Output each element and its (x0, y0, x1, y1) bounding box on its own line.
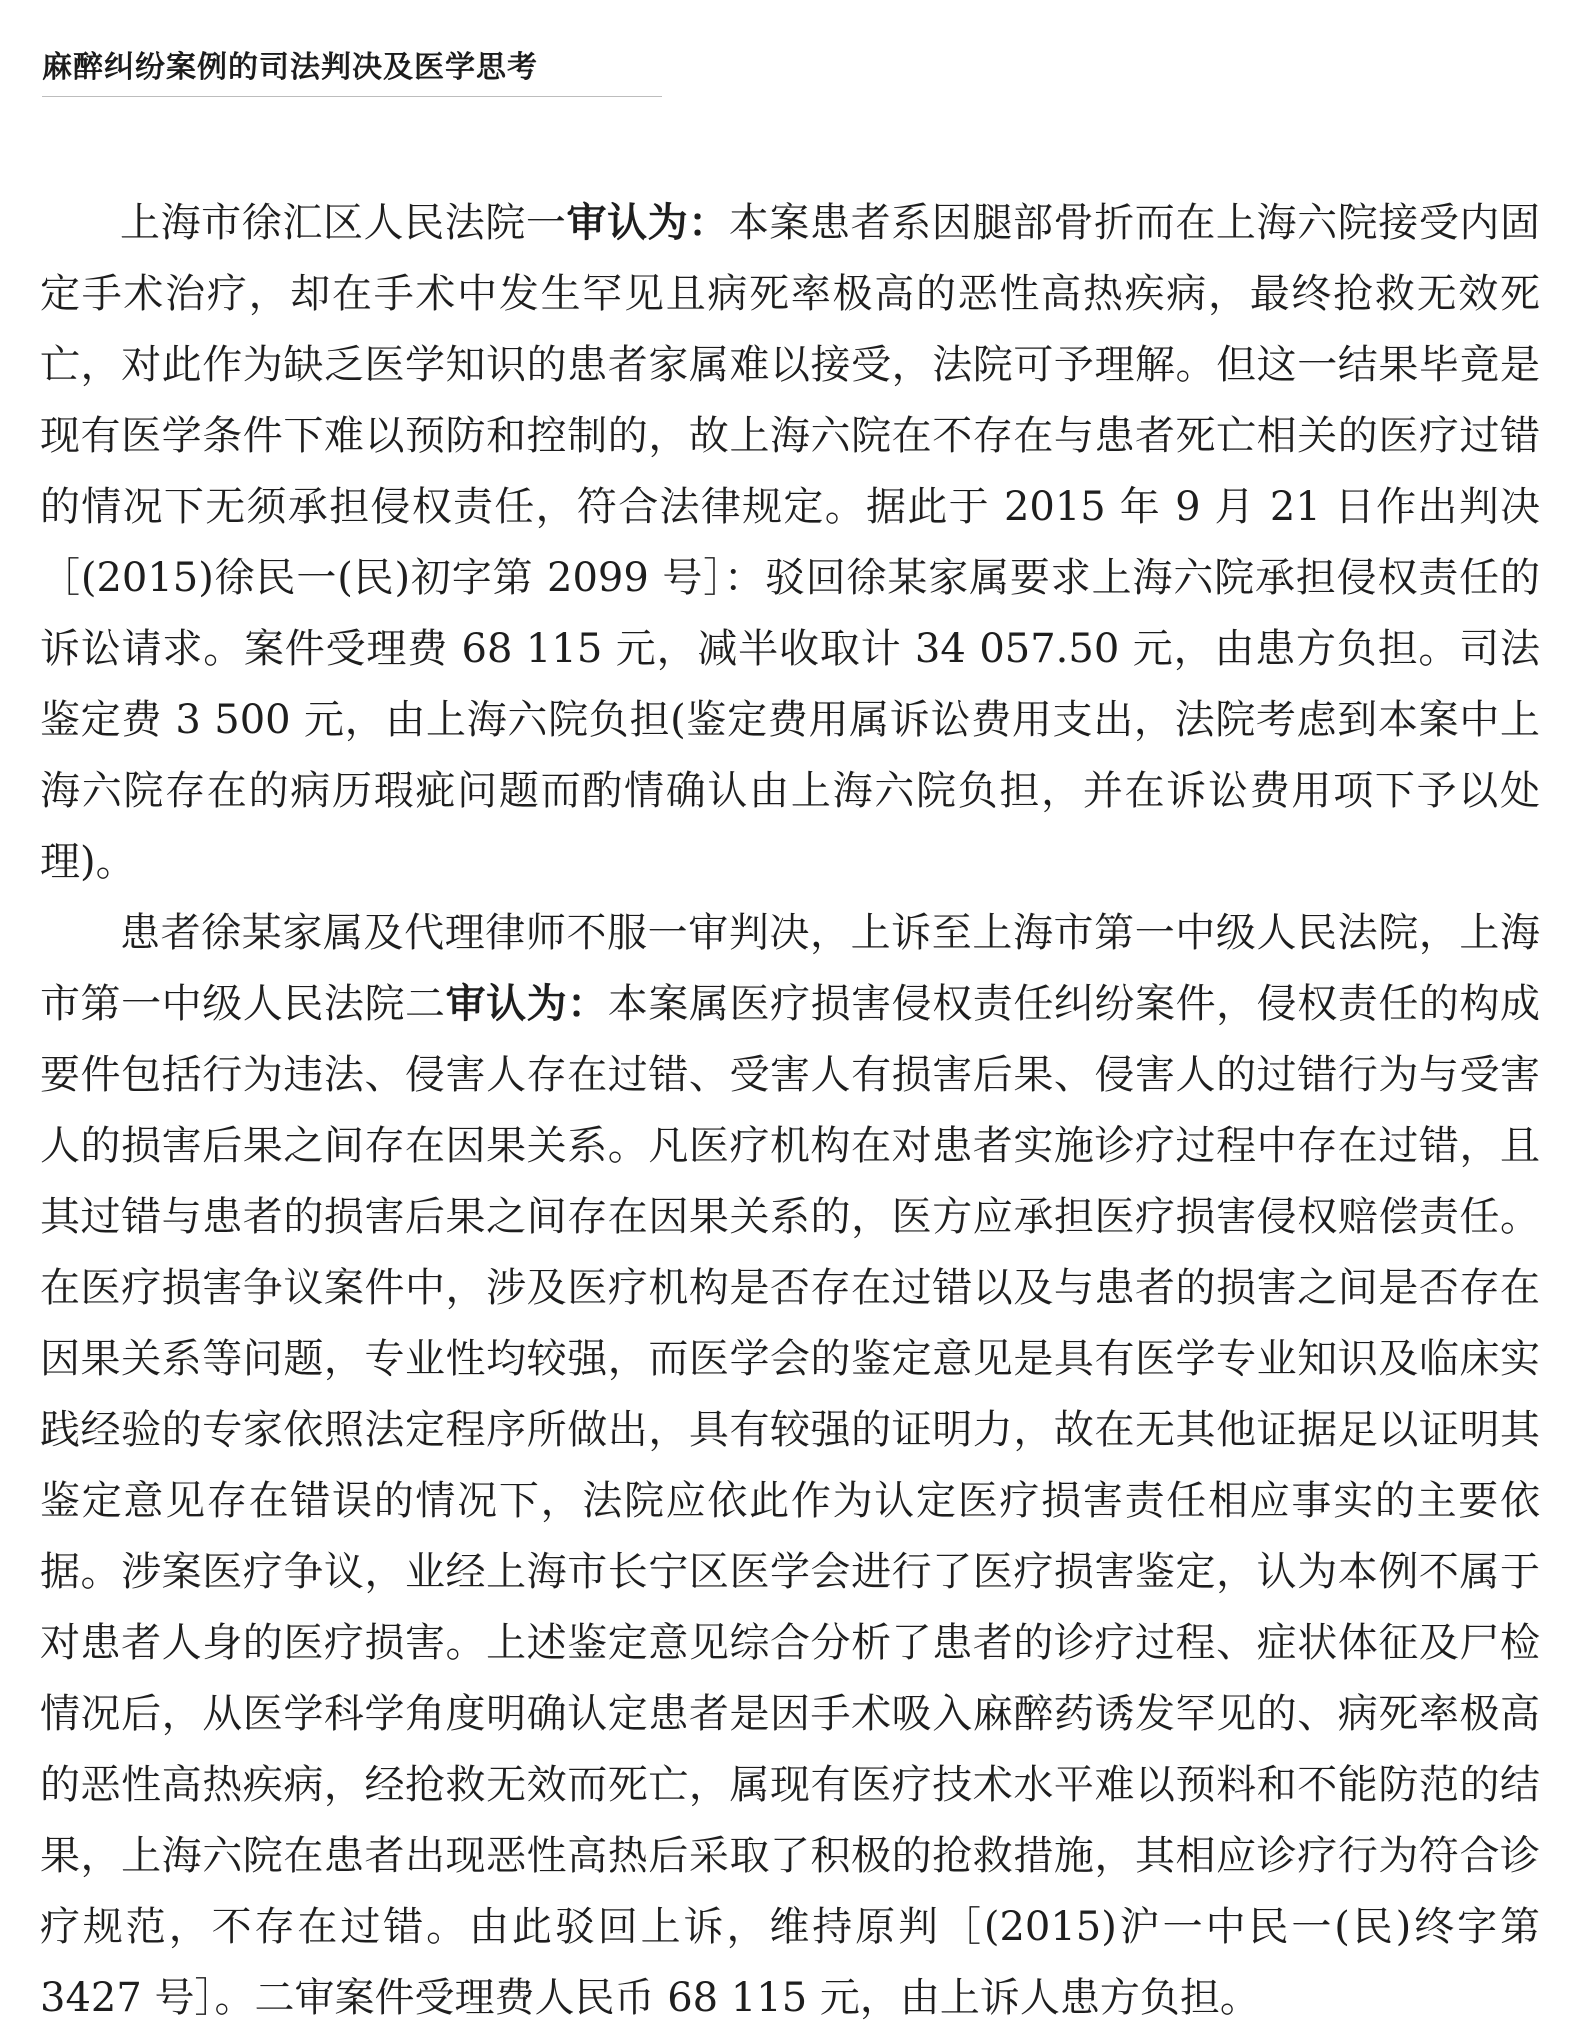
paragraph-emphasis: 审认为： (445, 981, 608, 1027)
paragraph-first-instance-judgment (40, 188, 1540, 898)
paragraph-body: 本案属医疗损害侵权责任纠纷案件，侵权责任的构成要件包括行为违法、侵害人存在过错、受害人有损害后果、侵害人的过错行为与受害人的损害后果之间存在因果关系。凡医疗机构在对患者实施诊疗过程中存在过错，且其过错与患者的损害后果之间存在因果关系的，医方应承担医疗损害侵权赔偿责任。在医疗损害争议案件中，涉及医疗机构是否存在过错以及与患者的损害之间是否存在因果关系等问题，专业性均较强，而医学会的鉴定意见是具有医学专业知识及临床实践经验的专家依照法定程序所做出，具有较强的证明力，故在无其他证据足以证明其鉴定意见存在错误的情况下，法院应依此作为认定医疗损害责任相应事实的主要依据。涉案医疗争议，业经上海市长宁区医学会进行了医疗损害鉴定，认为本例不属于对患者人身的医疗损害。上述鉴定意见综合分析了患者的诊疗过程、症状体征及尸检情况后，从医学科学角度明确认定患者是因手术吸入麻醉药诱发罕见的、病死率极高的恶性高热疾病，经抢救无效而死亡，属现有医疗技术水平难以预料和不能防范的结果，上海六院在患者出现恶性高热后采取了积极的抢救措施，其相应诊疗行为符合诊疗规范，不存在过错。由此驳回上诉，维持原判［(2015)沪一中民一(民)终字第 3427 号］。二审案件受理费人民币 68 115 元，由上诉人患方负担。 (40, 981, 1541, 2021)
body-text (40, 188, 1540, 2034)
paragraph-lead: 上海市徐汇区人民法院一 (120, 200, 567, 246)
paragraph-emphasis: 审认为： (566, 200, 729, 246)
paragraph-lead: 患者徐某家属及代理律师不服一审判决，上诉至上海市第一中级人民法院，上海市第一中级人民法院二 (40, 910, 1540, 1027)
running-header-title: 麻醉纠纷案例的司法判决及医学思考 (42, 42, 662, 97)
paragraph-body: 本案患者系因腿部骨折而在上海六院接受内固定手术治疗，却在手术中发生罕见且病死率极高的恶性高热疾病，最终抢救无效死亡，对此作为缺乏医学知识的患者家属难以接受，法院可予理解。但这一结果毕竟是现有医学条件下难以预防和控制的，故上海六院在不存在与患者死亡相关的医疗过错的情况下无须承担侵权责任，符合法律规定。据此于 2015 年 9 月 21 日作出判决［(2015)徐民一(民)初字第 2099 号］：驳回徐某家属要求上海六院承担侵权责任的诉讼请求。案件受理费 68 115 元，减半收取计 34 057.50 元，由患方负担。司法鉴定费 3 500 元，由上海六院负担(鉴定费用属诉讼费用支出，法院考虑到本案中上海六院存在的病历瑕疵问题而酌情确认由上海六院负担，并在诉讼费用项下予以处理)。 (40, 200, 1541, 885)
paragraph-second-instance-judgment (40, 898, 1540, 2034)
